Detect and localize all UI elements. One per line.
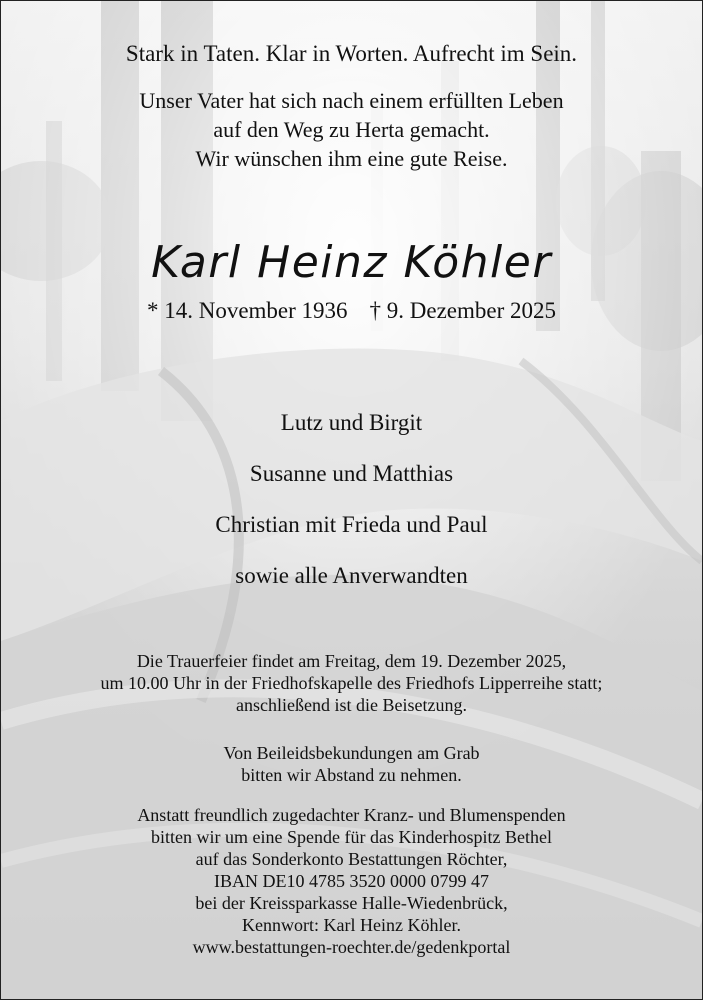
condolence-note bbox=[1, 742, 702, 786]
mourner: sowie alle Anverwandten bbox=[235, 563, 468, 588]
keyword-line: Kennwort: Karl Heinz Köhler. bbox=[242, 915, 461, 935]
intro-text bbox=[1, 86, 702, 173]
donation-info bbox=[1, 804, 702, 958]
memorial-portal-url: www.bestattungen-roechter.de/gedenkportal bbox=[192, 937, 511, 957]
intro-line: Unser Vater hat sich nach einem erfüllten Leben bbox=[139, 88, 564, 113]
service-line: Die Trauerfeier findet am Freitag, dem 19. Dezember 2025, bbox=[136, 651, 567, 671]
condolence-line: bitten wir Abstand zu nehmen. bbox=[241, 765, 462, 785]
motto: Stark in Taten. Klar in Worten. Aufrecht im Sein. bbox=[125, 41, 578, 66]
mourner: Lutz und Birgit bbox=[280, 410, 423, 435]
service-info bbox=[1, 650, 702, 716]
donation-line: auf das Sonderkonto Bestattungen Röchter, bbox=[195, 849, 508, 869]
service-line: anschließend ist die Beisetzung. bbox=[236, 695, 467, 715]
donation-line: bitten wir um eine Spende für das Kinderhospitz Bethel bbox=[151, 827, 552, 847]
condolence-line: Von Beileidsbekundungen am Grab bbox=[223, 743, 480, 763]
obituary-text bbox=[1, 1, 702, 999]
donation-line: Anstatt freundlich zugedachter Kranz- und Blumenspenden bbox=[137, 805, 566, 825]
death-date: † 9. Dezember 2025 bbox=[369, 298, 557, 323]
mourners-list bbox=[1, 397, 702, 601]
deceased-name: Karl Heinz Köhler bbox=[151, 237, 552, 288]
mourner: Susanne und Matthias bbox=[249, 461, 454, 486]
intro-line: Wir wünschen ihm eine gute Reise. bbox=[195, 146, 508, 171]
birth-date: * 14. November 1936 bbox=[146, 298, 348, 323]
service-line: um 10.00 Uhr in der Friedhofskapelle des Friedhofs Lipperreihe statt; bbox=[100, 673, 603, 693]
iban-line: IBAN DE10 4785 3520 0000 0799 47 bbox=[214, 871, 489, 891]
donation-line: bei der Kreissparkasse Halle-Wiedenbrück, bbox=[195, 893, 508, 913]
intro-line: auf den Weg zu Herta gemacht. bbox=[213, 117, 490, 142]
life-dates bbox=[1, 298, 702, 324]
mourner: Christian mit Frieda und Paul bbox=[215, 512, 488, 537]
